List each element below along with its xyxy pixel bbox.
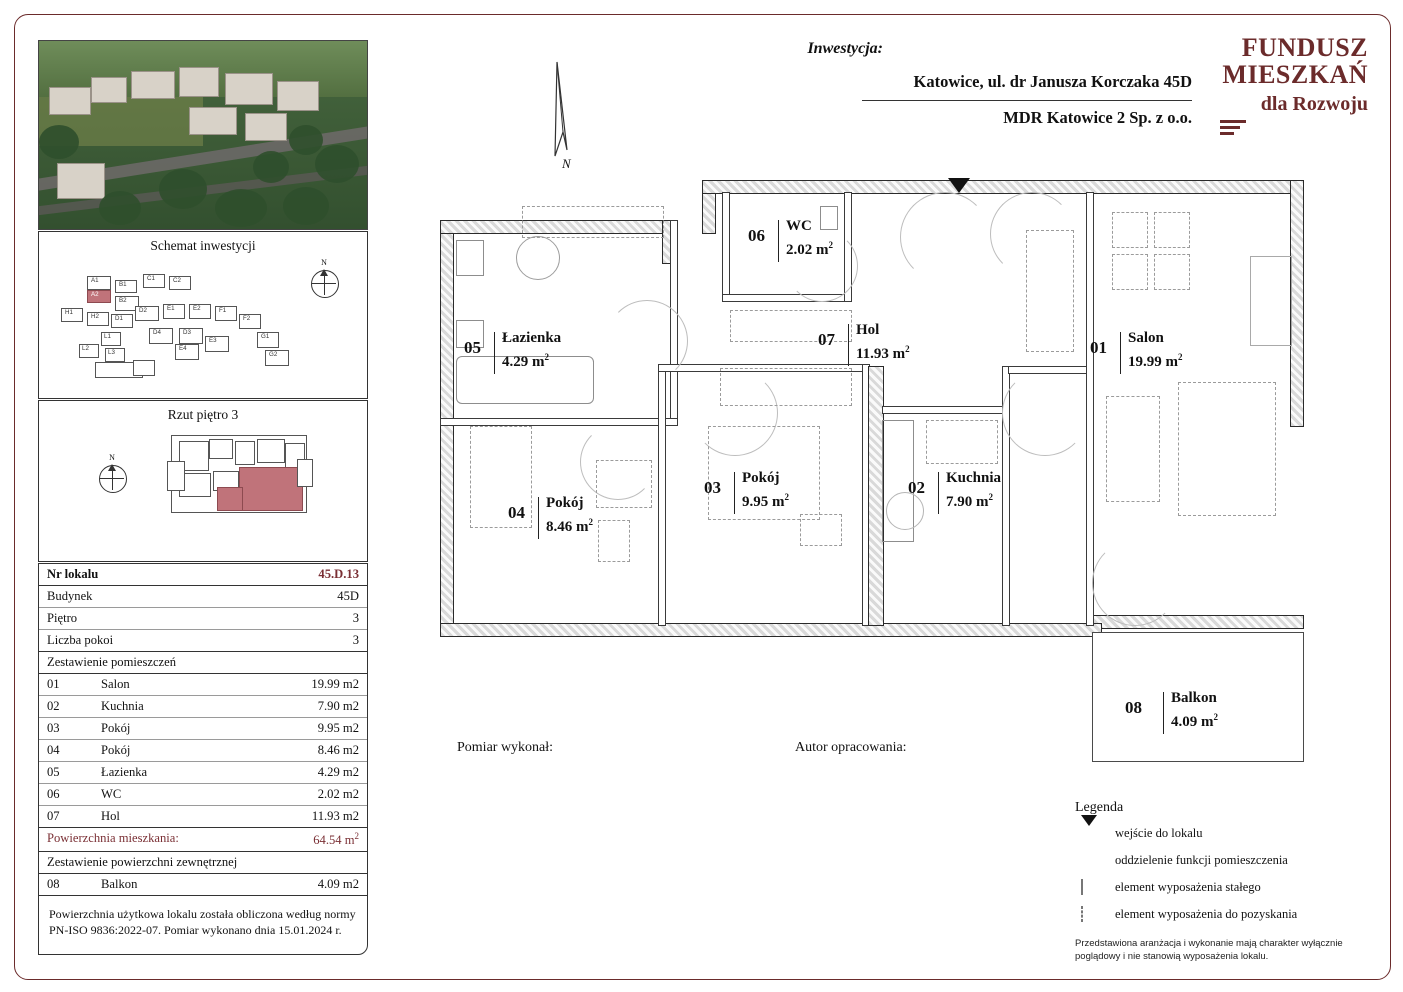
table-row-unit [39, 564, 367, 586]
legend-item-label: element wyposażenia stałego [1115, 880, 1261, 894]
legend-item-entrance [1075, 826, 1375, 844]
legend-item-optional-equipment [1075, 907, 1375, 925]
entrance-marker-icon [948, 178, 970, 193]
floor-label: Piętro [39, 608, 233, 630]
outside-name: Balkon [93, 874, 256, 896]
measurement-note: Powierzchnia użytkowa lokalu została obliczona według normy PN-ISO 9836:2022-07. Pomiar wykonano dnia 15.01.2024 r. [49, 907, 356, 938]
scheme-label-e1: E1 [167, 305, 175, 312]
door-arc-kitchen [1002, 370, 1088, 456]
room-area: 7.90 m2 [256, 696, 367, 718]
measured-by-label: Pomiar wykonał: [457, 740, 554, 755]
outside-no: 08 [39, 874, 93, 896]
wall-bath-bottom [440, 418, 678, 426]
room-area: 9.95 m2 [256, 718, 367, 740]
room04-desk-dashed [596, 460, 652, 508]
rooms-table [39, 674, 367, 896]
investment-address: Katowice, ul. dr Janusza Korczaka 45D [913, 72, 1192, 91]
rooms-table-title: Zestawienie pomieszczeń [39, 652, 367, 674]
room-area: 11.93 m2 [256, 806, 367, 828]
scheme-label-g2: G2 [269, 351, 278, 358]
room-name: Pokój [93, 740, 256, 762]
table-row [39, 740, 367, 762]
apartment-floor-plan [430, 170, 1330, 730]
fixed-equipment-icon [1081, 880, 1105, 896]
scheme-label-e3: E3 [209, 337, 217, 344]
room-area: 19.99 m2 [256, 674, 367, 696]
room-name: Łazienka [93, 762, 256, 784]
room-name: WC [93, 784, 256, 806]
room-area: 4.29 m2 [256, 762, 367, 784]
room-area-03: 9.95 $m^2$ [742, 492, 789, 510]
room-area: 8.46 m2 [256, 740, 367, 762]
salon-tv-unit-fixture [1250, 256, 1292, 346]
legend-item-fixed-equipment [1075, 880, 1375, 898]
bath-cabinet-dashed [522, 206, 664, 238]
bath-sink-fixture [456, 240, 484, 276]
room-number-02: 02 [908, 478, 925, 497]
room-no: 05 [39, 762, 93, 784]
scheme-label-e4: E4 [179, 345, 187, 352]
room-number-04: 04 [508, 503, 525, 522]
unit-label: Nr lokalu [39, 564, 233, 586]
table-row-rooms-title [39, 652, 367, 674]
total-sup: 2 [354, 831, 359, 841]
scheme-label-d3: D3 [183, 329, 191, 336]
room03-desk-dashed [800, 514, 842, 546]
separation-line-icon [1081, 853, 1105, 869]
optional-equipment-icon [1081, 907, 1105, 923]
door-arc-balcony [1092, 540, 1178, 626]
room-number-01: 01 [1090, 338, 1107, 357]
scheme-label-h2: H2 [91, 313, 99, 320]
table-row-balcony [39, 874, 367, 896]
scheme-label-a1: A1 [91, 277, 99, 284]
table-row [39, 806, 367, 828]
wall-wc-left [722, 192, 730, 302]
kitchen-cabinet-dashed [926, 420, 998, 464]
compass-north-label: N [321, 258, 327, 267]
investment-company: MDR Katowice 2 Sp. z o.o. [1003, 108, 1192, 127]
legend-item-label: wejście do lokalu [1115, 826, 1203, 840]
scheme-label-b2: B2 [119, 297, 127, 304]
bath-washer-fixture [516, 236, 560, 280]
investment-scheme-panel [38, 231, 368, 399]
room-area-01: 19.99 $m^2$ [1128, 352, 1183, 370]
scheme-label-f2: F2 [243, 315, 251, 322]
unit-info-table [38, 563, 368, 955]
room-name-05: Łazienka [502, 330, 562, 346]
scheme-label-e2: E2 [193, 305, 201, 312]
room-area: 2.02 m2 [256, 784, 367, 806]
scheme-label-l3: L3 [108, 349, 115, 356]
salon-chair-dashed-3 [1112, 254, 1148, 290]
door-arc-hall-entry [900, 192, 990, 282]
table-row-rooms [39, 630, 367, 652]
scheme-label-a2: A2 [91, 291, 99, 298]
floor-plan-key-panel [38, 400, 368, 562]
table-row-total [39, 828, 367, 852]
salon-rug-dashed [1178, 382, 1276, 516]
table-row [39, 696, 367, 718]
author-label: Autor opracowania: [795, 740, 907, 755]
room-name: Hol [93, 806, 256, 828]
door-arc-bath [606, 300, 688, 382]
room-no: 03 [39, 718, 93, 740]
scheme-label-d1: D1 [115, 315, 123, 322]
room-name-06: WC [786, 218, 812, 234]
room-name: Pokój [93, 718, 256, 740]
investment-label: Inwestycja: [807, 40, 883, 57]
compass-north-label-2: N [109, 453, 115, 462]
scheme-label-h1: H1 [65, 309, 73, 316]
table-row [39, 762, 367, 784]
salon-chair-dashed-1 [1112, 212, 1148, 248]
room-area-07: 11.93 $m^2$ [856, 344, 910, 362]
room-name-03: Pokój [742, 470, 780, 486]
room-name-04: Pokój [546, 495, 584, 511]
table-row [39, 784, 367, 806]
floor-title: Rzut piętro 3 [167, 407, 239, 422]
room-area-04: 8.46 $m^2$ [546, 517, 593, 535]
scheme-label-f1: F1 [219, 307, 227, 314]
wc-toilet-fixture [820, 206, 838, 230]
total-value: 64.54 $m^2$ [256, 828, 367, 852]
scheme-label-c1: C1 [147, 275, 155, 282]
hall-storage-dashed [1026, 230, 1074, 352]
room04-chair-dashed [598, 520, 630, 562]
outside-area: 4.09 m2 [256, 874, 367, 896]
room-name-07: Hol [856, 322, 880, 338]
room-name-02: Kuchnia [946, 470, 1002, 486]
table-row [39, 674, 367, 696]
room-name-08: Balkon [1171, 690, 1217, 706]
table-row-building [39, 586, 367, 608]
room-area-06: 2.02 $m^2$ [786, 240, 833, 258]
unit-value: 45.D.13 [233, 564, 367, 586]
rooms-label: Liczba pokoi [39, 630, 233, 652]
floor-compass-icon [95, 453, 129, 495]
total-label: Powierzchnia mieszkania: [39, 828, 256, 852]
logo-bars-icon [1220, 120, 1246, 138]
room-no: 04 [39, 740, 93, 762]
building-label: Budynek [39, 586, 233, 608]
logo-line-3: dla Rozwoju [1260, 92, 1368, 115]
scheme-label-d2: D2 [139, 307, 147, 314]
table-row-floor [39, 608, 367, 630]
rooms-value: 3 [233, 630, 367, 652]
brand-logo [1208, 34, 1368, 116]
room03-wardrobe-dashed [720, 368, 852, 406]
wall-kitchen-top [882, 406, 1010, 414]
room-area-08: 4.09 $m^2$ [1171, 712, 1218, 730]
salon-chair-dashed-4 [1154, 254, 1190, 290]
building-value: 45D [233, 586, 367, 608]
logo-line-1: FUNDUSZ [1241, 33, 1368, 62]
legend-item-label: element wyposażenia do pozyskania [1115, 907, 1298, 921]
outside-title: Zestawienie powierzchni zewnętrznej [39, 852, 367, 874]
wall-room04-right [658, 364, 666, 626]
room-number-08: 08 [1125, 698, 1142, 717]
header-divider [862, 100, 1192, 101]
legend-title: Legenda [1075, 800, 1124, 815]
scheme-compass-icon [307, 258, 341, 300]
legend-item-label: oddzielenie funkcji pomieszczenia [1115, 853, 1288, 867]
scheme-title: Schemat inwestycji [150, 238, 256, 253]
investment-render-image [38, 40, 368, 230]
room-no: 06 [39, 784, 93, 806]
legend [1075, 800, 1375, 934]
room-name-01: Salon [1128, 330, 1164, 346]
salon-chair-dashed-2 [1154, 212, 1190, 248]
scheme-label-d4: D4 [153, 329, 161, 336]
floor-value: 3 [233, 608, 367, 630]
unit-summary-table [39, 564, 367, 674]
room-no: 01 [39, 674, 93, 696]
room-area-02: 7.90 $m^2$ [946, 492, 993, 510]
room-number-05: 05 [464, 338, 481, 357]
entrance-triangle-icon [1081, 826, 1105, 842]
scheme-label-b1: B1 [119, 281, 127, 288]
room-name: Kuchnia [93, 696, 256, 718]
room-number-03: 03 [704, 478, 721, 497]
plan-north-arrow-icon [545, 60, 585, 175]
table-row-outside-title [39, 852, 367, 874]
table-row [39, 718, 367, 740]
room-no: 07 [39, 806, 93, 828]
scheme-label-l2: L2 [82, 345, 89, 352]
room-area-05: 4.29 $m^2$ [502, 352, 549, 370]
logo-line-2: MIESZKAŃ [1222, 60, 1368, 90]
room-no: 02 [39, 696, 93, 718]
scheme-label-g1: G1 [261, 333, 270, 340]
room-name: Salon [93, 674, 256, 696]
wall-top [702, 180, 1304, 194]
scheme-label-l1: L1 [104, 333, 111, 340]
room-number-06: 06 [748, 226, 765, 245]
plan-north-label: N [562, 156, 571, 171]
room-number-07: 07 [818, 330, 835, 349]
scheme-label-c2: C2 [173, 277, 181, 284]
wall-left [440, 220, 454, 637]
salon-sofa-dashed [1106, 396, 1160, 502]
legend-disclaimer: Przedstawiona aranżacja i wykonanie mają charakter wyłącznie poglądowy i nie stanowią wyposażenia lokalu. [1075, 938, 1343, 962]
legend-item-separation [1075, 853, 1375, 871]
wall-right [1290, 180, 1304, 427]
